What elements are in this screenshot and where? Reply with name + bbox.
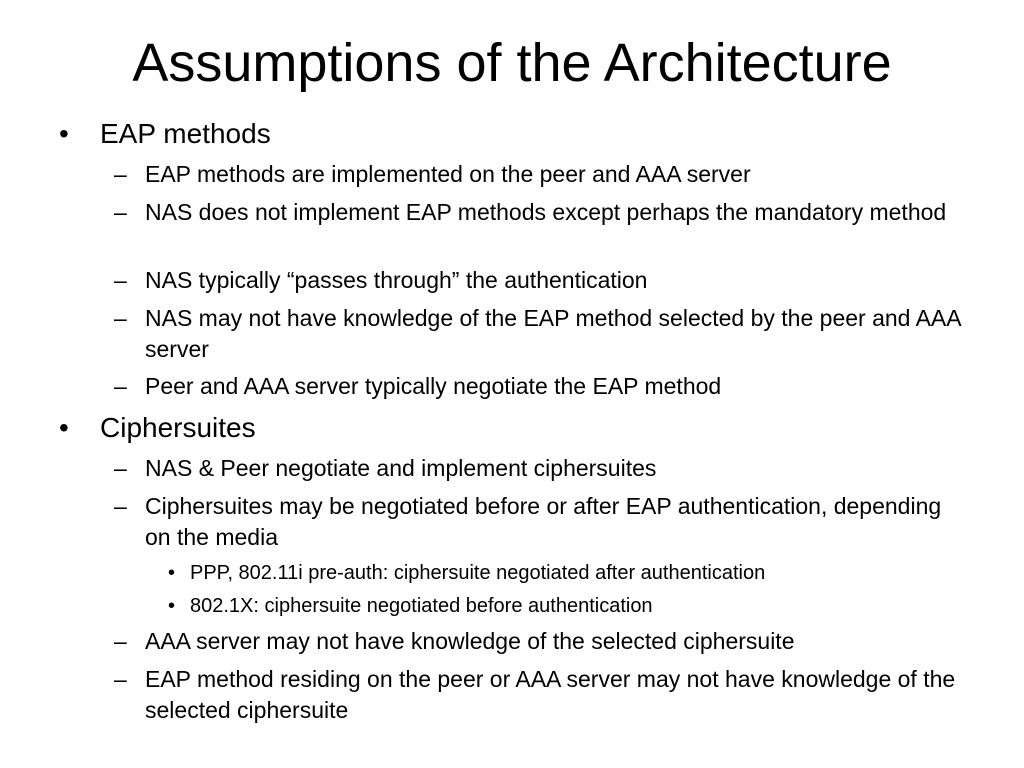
sub-bullet-text: EAP method residing on the peer or AAA server may not have knowledge of the selected ciphersuite xyxy=(145,666,956,723)
sub-bullet xyxy=(114,664,965,726)
sub-bullet xyxy=(114,265,965,296)
dash-icon: – xyxy=(114,161,127,187)
sub-sub-bullet xyxy=(168,560,970,586)
dash-icon: – xyxy=(114,267,127,293)
sub-bullet xyxy=(114,197,965,228)
dash-icon: – xyxy=(114,666,127,692)
bullet-eap-methods xyxy=(59,118,271,150)
bullet-label: Ciphersuites xyxy=(100,412,256,443)
sub-bullet xyxy=(114,159,965,190)
dash-icon: – xyxy=(114,373,127,399)
sub-bullet-text: EAP methods are implemented on the peer and AAA server xyxy=(145,161,751,187)
bullet-dot-icon: • xyxy=(168,595,176,617)
dash-icon: – xyxy=(114,305,127,331)
bullet-dot-icon: • xyxy=(168,562,176,584)
sub-sub-bullet-text: 802.1X: ciphersuite negotiated before authentication xyxy=(190,595,653,617)
dash-icon: – xyxy=(114,493,127,519)
sub-bullet xyxy=(114,626,965,657)
sub-bullet-text: NAS typically “passes through” the authentication xyxy=(145,267,648,293)
sub-bullet-text: Peer and AAA server typically negotiate the EAP method xyxy=(145,373,722,399)
bullet-dot-icon: • xyxy=(59,412,69,443)
sub-bullet-text: NAS may not have knowledge of the EAP method selected by the peer and AAA server xyxy=(145,305,961,362)
dash-icon: – xyxy=(114,455,127,481)
bullet-label: EAP methods xyxy=(100,118,271,149)
sub-sub-bullet-text: PPP, 802.11i pre-auth: ciphersuite negotiated after authentication xyxy=(190,562,766,584)
sub-bullet xyxy=(114,303,965,365)
sub-bullet xyxy=(114,491,965,553)
bullet-dot-icon: • xyxy=(59,118,69,149)
sub-bullet xyxy=(114,453,965,484)
bullet-ciphersuites xyxy=(59,412,256,444)
sub-sub-bullet xyxy=(168,593,970,619)
sub-bullet-text: NAS & Peer negotiate and implement ciphersuites xyxy=(145,455,657,481)
sub-bullet xyxy=(114,371,965,402)
dash-icon: – xyxy=(114,199,127,225)
sub-bullet-text: AAA server may not have knowledge of the selected ciphersuite xyxy=(145,628,795,654)
sub-bullet-text: Ciphersuites may be negotiated before or after EAP authentication, depending on the media xyxy=(145,493,942,550)
dash-icon: – xyxy=(114,628,127,654)
slide-title: Assumptions of the Architecture xyxy=(132,33,892,93)
sub-bullet-text: NAS does not implement EAP methods except perhaps the mandatory method xyxy=(145,199,947,225)
